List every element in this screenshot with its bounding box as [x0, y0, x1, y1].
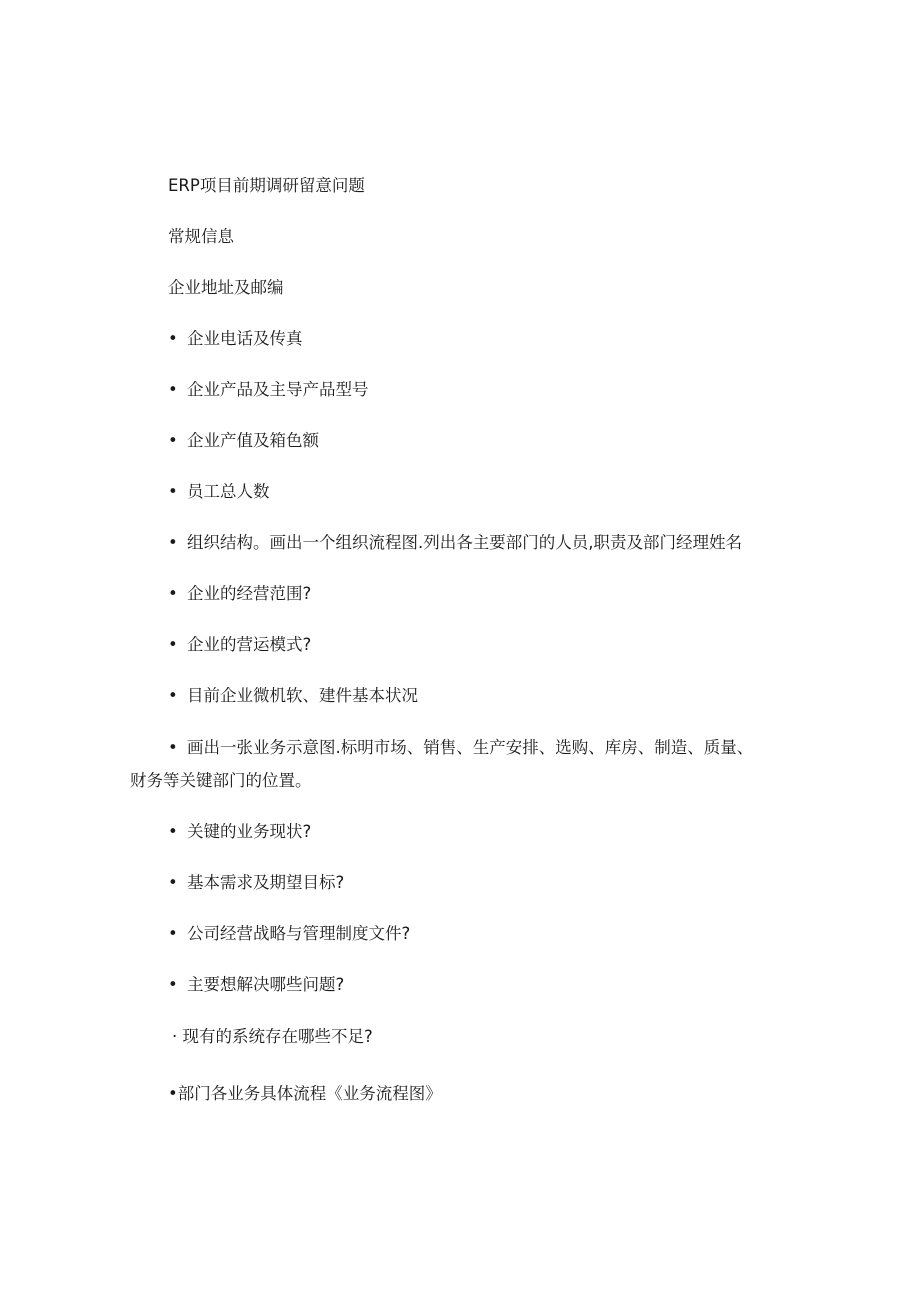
list-item: 企业地址及邮编: [168, 278, 284, 297]
bullet-icon: •: [168, 482, 178, 501]
bullet-icon: •: [168, 380, 178, 399]
bullet-icon: •: [168, 635, 178, 654]
list-item-text: 企业的营运模式?: [187, 635, 312, 654]
list-item-text: 主要想解决哪些问题?: [187, 975, 345, 994]
list-item: [168, 973, 808, 997]
list-item-text: 公司经营战略与管理制度文件?: [187, 924, 411, 943]
list-item: •部门各业务具体流程《业务流程图》: [168, 1084, 442, 1103]
bullet-icon: •: [168, 533, 178, 552]
bullet-icon: •: [168, 975, 178, 994]
list-item: [168, 582, 808, 606]
list-item: [168, 378, 808, 402]
bullet-icon: •: [168, 329, 178, 348]
list-item: [168, 820, 808, 844]
list-item-text: 企业电话及传真: [187, 329, 303, 348]
bullet-icon: •: [168, 584, 178, 603]
section-heading: 常规信息: [168, 227, 234, 246]
list-item: · 现有的系统存在哪些不足?: [172, 1027, 373, 1046]
document-title: ERP项目前期调研留意问题: [168, 176, 365, 195]
list-item: [168, 633, 808, 657]
list-item-text: 员工总人数: [187, 482, 270, 501]
list-item-continuation: 财务等关键部门的位置。: [130, 771, 312, 790]
list-item-text: 基本需求及期望目标?: [187, 873, 345, 892]
list-item-text: 画出一张业务示意图.标明市场、销售、生产安排、选购、库房、制造、质量、: [187, 738, 754, 757]
bullet-icon: •: [168, 822, 178, 841]
list-item-text: 组织结构。画出一个组织流程图.列出各主要部门的人员,职责及部门经理姓名: [187, 533, 742, 552]
list-item: [168, 429, 808, 453]
list-item: [168, 531, 808, 555]
list-item: [168, 922, 808, 946]
list-item: [168, 327, 808, 351]
list-item: [168, 480, 808, 504]
bullet-icon: •: [168, 738, 178, 757]
bullet-icon: •: [168, 924, 178, 943]
list-item-text: 企业的经营范围?: [187, 584, 312, 603]
bullet-icon: •: [168, 431, 178, 450]
list-item-text: 企业产值及箱色额: [187, 431, 319, 450]
list-item: [168, 684, 808, 708]
list-item-text: 企业产品及主导产品型号: [187, 380, 369, 399]
list-item: [168, 871, 808, 895]
bullet-icon: •: [168, 873, 178, 892]
list-item-text: 目前企业微机软、建件基本状况: [187, 686, 418, 705]
list-item-text: 关键的业务现状?: [187, 822, 312, 841]
bullet-icon: •: [168, 686, 178, 705]
